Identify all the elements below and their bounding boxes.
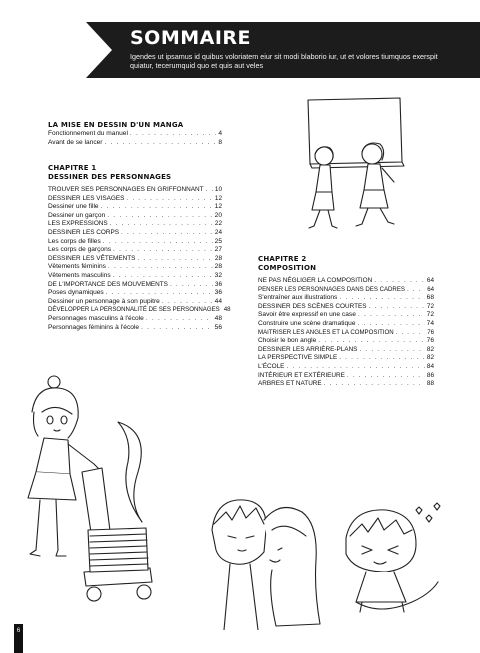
page-subtitle: Igendes ut ipsamus id quibus voloriatem eiur sit modi blaborio iur, ut et volores tiumquos exerspit quiatur, tecerumquid quo et quis aut veles <box>130 52 438 70</box>
toc-entry-page: 72 <box>426 302 434 310</box>
toc-entry[interactable] <box>48 139 222 148</box>
toc-entry[interactable] <box>48 186 222 195</box>
toc-entry-page: 24 <box>214 228 222 236</box>
toc-entry-page: 68 <box>426 294 434 302</box>
toc-entry[interactable] <box>258 354 434 363</box>
toc-entry-label: Personnages féminins à l'école <box>48 323 140 331</box>
toc-entry[interactable] <box>48 229 222 238</box>
leader-dots <box>358 320 425 329</box>
toc-entry-label: Dessiner un personnage à son pupitre <box>48 297 160 305</box>
toc-entry[interactable] <box>258 320 434 329</box>
toc-entry-label: Fonctionnement du manuel <box>48 130 128 137</box>
toc-intro-section <box>48 121 222 147</box>
toc-entry[interactable] <box>48 255 222 264</box>
illustration-chibi-girl <box>332 498 450 616</box>
toc-entry[interactable] <box>48 306 231 315</box>
toc-entry-label: MAITRISER LES ANGLES ET LA COMPOSITION <box>258 328 394 336</box>
toc-entry[interactable] <box>48 263 222 272</box>
toc-entry[interactable] <box>48 203 222 212</box>
toc-entry-page: 25 <box>214 237 222 245</box>
leader-dots <box>369 303 425 312</box>
toc-entry-label: Vêtements féminins <box>48 263 106 271</box>
toc-entry-page: 10 <box>214 186 222 193</box>
page-title: SOMMAIRE <box>130 27 252 49</box>
toc-entry[interactable] <box>48 238 222 247</box>
leader-dots <box>121 229 213 238</box>
leader-dots <box>359 346 424 355</box>
toc-chapter-2 <box>258 255 434 389</box>
toc-entry[interactable] <box>48 324 222 333</box>
toc-entry[interactable] <box>258 372 434 381</box>
toc-entry-label: DESSINER LES VISAGES <box>48 194 125 202</box>
toc-entry[interactable] <box>258 311 434 320</box>
leader-dots <box>107 212 212 221</box>
leader-dots <box>407 286 425 295</box>
toc-entry[interactable] <box>258 303 434 312</box>
toc-entry-label: Choisir le bon angle <box>258 337 317 345</box>
toc-entry-page: 8 <box>218 138 222 146</box>
toc-entry-label: DESSINER LES CORPS <box>48 228 120 236</box>
section-title: LA MISE EN DESSIN D'UN MANGA <box>48 121 184 129</box>
leader-dots <box>105 139 217 148</box>
toc-entry[interactable] <box>48 246 222 255</box>
toc-entry[interactable] <box>258 380 434 389</box>
toc-entry-page: 76 <box>427 328 434 336</box>
toc-entry-label: INTÉRIEUR ET EXTÉRIEURE <box>258 371 345 379</box>
toc-entry[interactable] <box>48 281 222 290</box>
toc-entry[interactable] <box>258 329 434 338</box>
leader-dots <box>318 337 424 346</box>
leader-dots <box>162 298 213 307</box>
toc-entry-label: PENSER LES PERSONNAGES DANS DES CADRES <box>258 285 405 293</box>
leader-dots <box>347 372 425 381</box>
toc-entry-page: 28 <box>214 254 222 262</box>
toc-entry-page: 4 <box>218 130 222 137</box>
toc-entry-page: 27 <box>214 246 222 254</box>
leader-dots <box>141 324 213 333</box>
toc-entry-page: 76 <box>426 337 434 345</box>
toc-entry-label: Avant de se lancer <box>48 138 103 146</box>
toc-entry[interactable] <box>48 130 222 139</box>
chapter-kicker: CHAPITRE 1 <box>48 164 97 172</box>
leader-dots <box>358 311 425 320</box>
chapter-title: DESSINER DES PERSONNAGES <box>48 173 172 181</box>
page-number-tab <box>14 624 23 653</box>
toc-entry-page: 64 <box>427 285 434 293</box>
toc-entry-page: 84 <box>426 362 434 370</box>
toc-entry[interactable] <box>48 220 222 229</box>
toc-entry-label: LES EXPRESSIONS <box>48 220 108 228</box>
leader-dots <box>106 289 213 298</box>
leader-dots <box>130 130 216 139</box>
illustration-girl-with-cart <box>10 372 170 622</box>
toc-entry-page: 48 <box>223 306 231 314</box>
toc-entry-page: 48 <box>214 314 222 322</box>
toc-entry-label: TROUVER SES PERSONNAGES EN GRIFFONNANT <box>48 186 204 193</box>
toc-entry-page: 32 <box>214 271 222 279</box>
toc-entry[interactable] <box>258 363 434 372</box>
toc-entry-label: LA PERSPECTIVE SIMPLE <box>258 354 338 362</box>
toc-entry[interactable] <box>48 315 222 324</box>
toc-entry-label: DÉVELOPPER LA PERSONNALITÉ DE SES PERSONNAGES <box>48 306 220 314</box>
leader-dots <box>137 255 213 264</box>
toc-entry-label: DESSINER DES SCÈNES COURTES <box>258 302 367 310</box>
toc-entry-label: Les corps de garçons <box>48 246 112 254</box>
leader-dots <box>108 263 213 272</box>
leader-dots <box>113 246 213 255</box>
illustration-students-carrying-board <box>290 92 440 232</box>
leader-dots <box>324 380 425 389</box>
leader-dots <box>396 329 426 338</box>
toc-entry-label: Savoir être expressif en une case <box>258 311 356 319</box>
leader-dots <box>206 186 213 195</box>
toc-entry-label: L'ÉCOLE <box>258 362 285 370</box>
toc-entry-page: 20 <box>214 211 222 219</box>
leader-dots <box>374 277 425 286</box>
toc-entry-page: 12 <box>214 194 222 202</box>
toc-entry[interactable] <box>48 212 222 221</box>
toc-entry-label: Poses dynamiques <box>48 289 104 297</box>
toc-entry-page: 88 <box>426 380 434 388</box>
leader-dots <box>103 238 213 247</box>
toc-entry-label: Dessiner une fille <box>48 203 99 211</box>
toc-entry[interactable] <box>48 298 222 307</box>
page-number: 6 <box>16 628 21 634</box>
toc-entry-page: 82 <box>426 354 434 362</box>
toc-entry[interactable] <box>48 272 222 281</box>
toc-entry-label: Construire une scène dramatique <box>258 319 356 327</box>
toc-entry-page: 28 <box>214 263 222 271</box>
toc-entry-page: 36 <box>214 280 222 288</box>
toc-entry[interactable] <box>48 289 222 298</box>
toc-entry-page: 44 <box>214 297 222 305</box>
toc-chapter-1 <box>48 164 231 332</box>
toc-entry-label: Les corps de filles <box>48 237 101 245</box>
toc-entry-page: 56 <box>214 323 222 331</box>
toc-entry-page: 82 <box>426 345 434 353</box>
toc-entry-page: 72 <box>426 311 434 319</box>
leader-dots <box>110 220 213 229</box>
toc-entry-label: ARBRES ET NATURE <box>258 380 322 388</box>
toc-entry-label: Personnages masculins à l'école <box>48 314 144 322</box>
toc-entry-page: 64 <box>426 277 434 284</box>
chapter-kicker: CHAPITRE 2 <box>258 255 307 263</box>
leader-dots <box>146 315 213 324</box>
toc-entry-label: DESSINER LES ARRIÈRE-PLANS <box>258 345 358 353</box>
toc-entry-label: Vêtements masculins <box>48 271 111 279</box>
illustration-couple <box>206 490 326 630</box>
toc-entry-label: NE PAS NÉGLIGER LA COMPOSITION <box>258 277 373 284</box>
leader-dots <box>126 195 213 204</box>
toc-entry-label: S'entraîner aux illustrations <box>258 294 338 302</box>
toc-entry-page: 36 <box>214 289 222 297</box>
toc-entry-label: DE L'IMPORTANCE DES MOUVEMENTS <box>48 280 168 288</box>
leader-dots <box>339 354 425 363</box>
leader-dots <box>286 363 424 372</box>
toc-entry-label: Dessiner un garçon <box>48 211 106 219</box>
leader-dots <box>101 203 213 212</box>
toc-entry[interactable] <box>258 346 434 355</box>
leader-dots <box>339 294 424 303</box>
toc-entry[interactable] <box>258 286 434 295</box>
toc-entry[interactable] <box>48 195 222 204</box>
toc-entry[interactable] <box>258 337 434 346</box>
leader-dots <box>113 272 213 281</box>
toc-entry-page: 86 <box>426 371 434 379</box>
toc-entry-page: 12 <box>214 203 222 211</box>
leader-dots <box>170 281 213 290</box>
toc-entry-label: DESSINER LES VÊTEMENTS <box>48 254 136 262</box>
toc-entry-page: 22 <box>214 220 222 228</box>
toc-entry[interactable] <box>258 277 434 286</box>
toc-entry-page: 74 <box>426 319 434 327</box>
toc-entry[interactable] <box>258 294 434 303</box>
chapter-title: COMPOSITION <box>258 264 317 272</box>
